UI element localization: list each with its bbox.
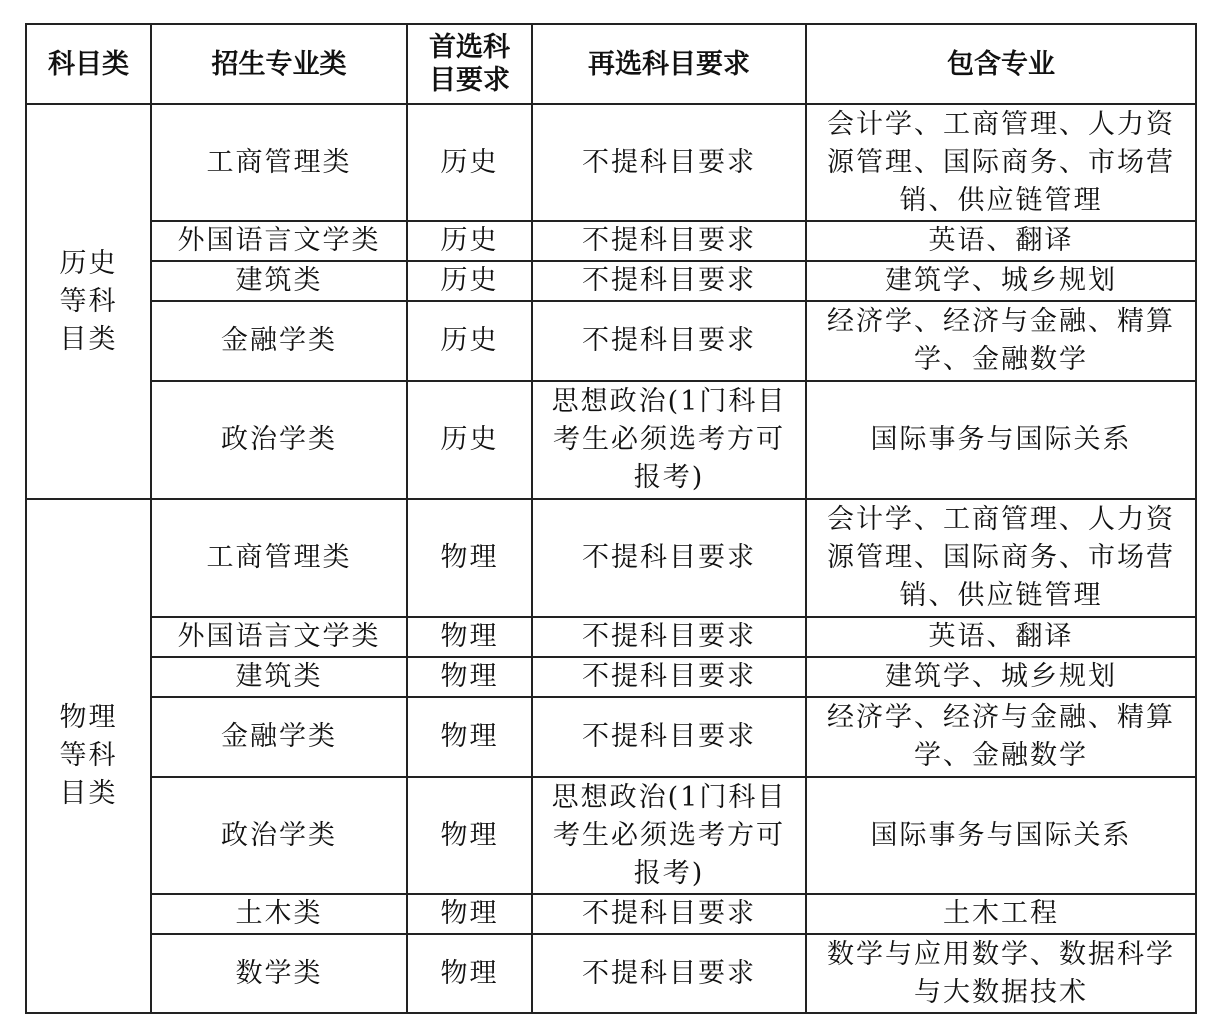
included-majors-cell: 数学与应用数学、数据科学与大数据技术: [806, 934, 1196, 1013]
included-majors-cell: 英语、翻译: [806, 221, 1196, 261]
table-row: [26, 697, 1196, 777]
first-subject-cell: 历史: [407, 261, 532, 301]
second-subject-cell: 不提科目要求: [532, 657, 806, 697]
table-row: [26, 934, 1196, 1013]
subject-category-cell: 物理等科目类: [26, 499, 151, 1013]
included-majors-cell: 经济学、经济与金融、精算学、金融数学: [806, 697, 1196, 777]
major-cell: 工商管理类: [151, 104, 407, 221]
second-subject-cell: 不提科目要求: [532, 104, 806, 221]
table-row: [26, 617, 1196, 657]
second-subject-cell: 不提科目要求: [532, 934, 806, 1013]
second-subject-cell: 思想政治(1门科目考生必须选考方可报考): [532, 777, 806, 894]
table-row: [26, 104, 1196, 221]
major-cell: 建筑类: [151, 657, 407, 697]
header-row: [26, 24, 1196, 104]
major-cell: 政治学类: [151, 381, 407, 499]
first-subject-cell: 物理: [407, 934, 532, 1013]
first-subject-cell: 物理: [407, 499, 532, 617]
included-majors-cell: 英语、翻译: [806, 617, 1196, 657]
header-major-category: 招生专业类: [151, 24, 407, 104]
first-subject-cell: 物理: [407, 894, 532, 934]
table-row: [26, 777, 1196, 894]
major-cell: 外国语言文学类: [151, 617, 407, 657]
first-subject-cell: 历史: [407, 301, 532, 381]
header-subject-category: 科目类: [26, 24, 151, 104]
major-cell: 金融学类: [151, 697, 407, 777]
second-subject-cell: 不提科目要求: [532, 617, 806, 657]
first-subject-cell: 物理: [407, 657, 532, 697]
subject-category-cell: 历史等科目类: [26, 104, 151, 499]
table-row: [26, 381, 1196, 499]
included-majors-cell: 建筑学、城乡规划: [806, 261, 1196, 301]
table-row: [26, 499, 1196, 617]
included-majors-cell: 建筑学、城乡规划: [806, 657, 1196, 697]
second-subject-cell: 不提科目要求: [532, 301, 806, 381]
first-subject-cell: 历史: [407, 381, 532, 499]
table-row: [26, 657, 1196, 697]
included-majors-cell: 国际事务与国际关系: [806, 777, 1196, 894]
major-cell: 数学类: [151, 934, 407, 1013]
second-subject-cell: 不提科目要求: [532, 697, 806, 777]
included-majors-cell: 土木工程: [806, 894, 1196, 934]
first-subject-cell: 物理: [407, 617, 532, 657]
table-row: [26, 261, 1196, 301]
table-row: [26, 894, 1196, 934]
table-row: [26, 301, 1196, 381]
header-first-subject: 首选科目要求: [407, 24, 532, 104]
major-cell: 工商管理类: [151, 499, 407, 617]
first-subject-cell: 历史: [407, 221, 532, 261]
major-cell: 政治学类: [151, 777, 407, 894]
header-second-subject: 再选科目要求: [532, 24, 806, 104]
second-subject-cell: 不提科目要求: [532, 221, 806, 261]
included-majors-cell: 会计学、工商管理、人力资源管理、国际商务、市场营销、供应链管理: [806, 104, 1196, 221]
second-subject-cell: 不提科目要求: [532, 261, 806, 301]
major-cell: 建筑类: [151, 261, 407, 301]
included-majors-cell: 国际事务与国际关系: [806, 381, 1196, 499]
first-subject-cell: 物理: [407, 777, 532, 894]
included-majors-cell: 会计学、工商管理、人力资源管理、国际商务、市场营销、供应链管理: [806, 499, 1196, 617]
second-subject-cell: 思想政治(1门科目考生必须选考方可报考): [532, 381, 806, 499]
major-cell: 金融学类: [151, 301, 407, 381]
admission-table: [25, 23, 1197, 1014]
second-subject-cell: 不提科目要求: [532, 499, 806, 617]
header-included-majors: 包含专业: [806, 24, 1196, 104]
included-majors-cell: 经济学、经济与金融、精算学、金融数学: [806, 301, 1196, 381]
first-subject-cell: 历史: [407, 104, 532, 221]
major-cell: 土木类: [151, 894, 407, 934]
table-row: [26, 221, 1196, 261]
second-subject-cell: 不提科目要求: [532, 894, 806, 934]
major-cell: 外国语言文学类: [151, 221, 407, 261]
first-subject-cell: 物理: [407, 697, 532, 777]
